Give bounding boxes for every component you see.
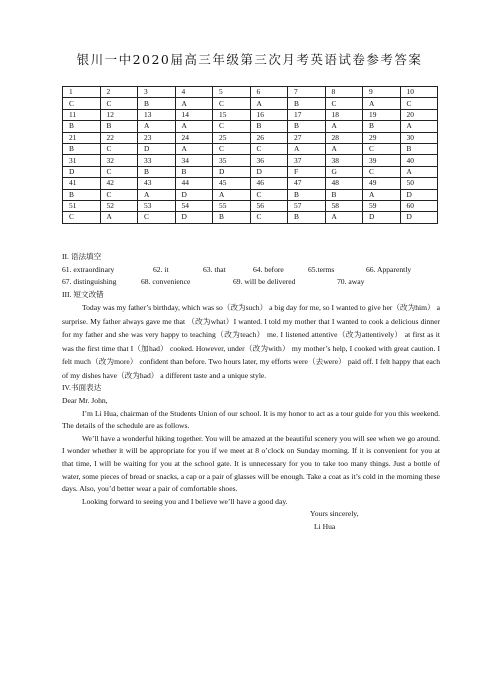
grammar-answer: 65.terms: [308, 264, 335, 274]
question-number-cell: 50: [400, 178, 438, 189]
answer-cell: A: [175, 121, 213, 132]
question-number-cell: 13: [138, 109, 176, 120]
question-number-cell: 30: [400, 132, 438, 143]
grammar-answer: 66. Apparently: [366, 264, 412, 274]
page-title: 银川一中2020届高三年级第三次月考英语试卷参考答案: [76, 52, 423, 67]
answer-cell: A: [363, 98, 401, 109]
question-number-cell: 41: [63, 178, 101, 189]
answer-cell: A: [400, 166, 438, 177]
question-number-cell: 4: [175, 87, 213, 98]
answer-cell: C: [63, 98, 101, 109]
answer-cell: A: [325, 212, 363, 223]
question-number-cell: 45: [213, 178, 251, 189]
question-number-row: [63, 132, 438, 143]
question-number-cell: 16: [250, 109, 288, 120]
question-number-row: [63, 155, 438, 166]
question-number-cell: 51: [63, 200, 101, 211]
question-number-cell: 57: [288, 200, 326, 211]
question-number-row: [63, 178, 438, 189]
answer-cell: B: [325, 189, 363, 200]
answer-cell: A: [175, 98, 213, 109]
question-number-row: [63, 87, 438, 98]
question-number-cell: 11: [63, 109, 101, 120]
section-heading-grammar: II. 语法填空: [62, 252, 102, 261]
grammar-section: [62, 251, 440, 534]
question-number-cell: 56: [250, 200, 288, 211]
answer-cell: C: [400, 98, 438, 109]
question-number-cell: 2: [100, 87, 138, 98]
answer-cell: A: [100, 212, 138, 223]
question-number-cell: 25: [213, 132, 251, 143]
answer-cell: C: [213, 143, 251, 154]
question-number-row: [63, 200, 438, 211]
question-number-cell: 46: [250, 178, 288, 189]
question-number-cell: 34: [175, 155, 213, 166]
answer-cell: C: [138, 212, 176, 223]
answer-cell: B: [100, 121, 138, 132]
letter-closing: Yours sincerely,: [310, 509, 359, 519]
question-number-cell: 5: [213, 87, 251, 98]
answer-cell: B: [288, 189, 326, 200]
grammar-answer: 67. distinguishing: [62, 277, 117, 287]
answer-cell: A: [138, 189, 176, 200]
question-number-cell: 15: [213, 109, 251, 120]
question-number-cell: 36: [250, 155, 288, 166]
letter-signature: Li Hua: [314, 521, 336, 531]
answer-cell: C: [213, 98, 251, 109]
grammar-answer: 70. away: [337, 277, 365, 287]
grammar-answer: 64. before: [253, 264, 284, 274]
grammar-answer: 69. will be delivered: [233, 277, 296, 287]
answer-cell: C: [63, 212, 101, 223]
answer-cell: B: [63, 189, 101, 200]
answer-cell: B: [213, 212, 251, 223]
question-number-cell: 43: [138, 178, 176, 189]
answer-cell: B: [288, 98, 326, 109]
question-number-cell: 14: [175, 109, 213, 120]
question-number-cell: 52: [100, 200, 138, 211]
answer-cell: A: [175, 143, 213, 154]
answer-cell: B: [288, 212, 326, 223]
answer-cell: A: [213, 189, 251, 200]
answer-cell: D: [363, 212, 401, 223]
question-number-cell: 20: [400, 109, 438, 120]
grammar-answers-row-2: [62, 276, 440, 289]
question-number-cell: 38: [325, 155, 363, 166]
question-number-cell: 55: [213, 200, 251, 211]
question-number-cell: 58: [325, 200, 363, 211]
question-number-cell: 12: [100, 109, 138, 120]
question-number-cell: 33: [138, 155, 176, 166]
grammar-answer: 61. extraordinary: [62, 264, 115, 274]
answer-row: [63, 121, 438, 132]
answer-cell: A: [138, 121, 176, 132]
answer-row: [63, 143, 438, 154]
question-number-cell: 17: [288, 109, 326, 120]
question-number-cell: 40: [400, 155, 438, 166]
question-number-cell: 32: [100, 155, 138, 166]
question-number-cell: 1: [63, 87, 101, 98]
answer-cell: B: [288, 121, 326, 132]
answer-cell: B: [63, 143, 101, 154]
answer-cell: C: [250, 212, 288, 223]
letter-paragraph-2: We’ll have a wonderful hiking together. You will be amazed at the beautiful scenery you will see when we go around. I wonder whether it will be appropriate for you if we meet at 8 o’clock on Sunday morning. If it is convenient for you at that time, I will be waiting for you at the school gate. It is unnecessary for you to take too many things. Just a bottle of water, some pieces of bread or snacks, a cap or a pair of glasses will be enough. Take a coat as it’s cold in the morning these days. Also, you’d better wear a pair of comfortable shoes.: [62, 433, 440, 494]
answer-cell: C: [250, 143, 288, 154]
question-number-cell: 39: [363, 155, 401, 166]
answer-cell: D: [400, 212, 438, 223]
question-number-cell: 26: [250, 132, 288, 143]
answer-cell: D: [250, 166, 288, 177]
answer-cell: F: [288, 166, 326, 177]
answer-row: [63, 166, 438, 177]
question-number-cell: 60: [400, 200, 438, 211]
answer-cell: G: [325, 166, 363, 177]
answer-cell: A: [325, 143, 363, 154]
answer-cell: D: [138, 143, 176, 154]
answer-cell: B: [250, 121, 288, 132]
answer-cell: D: [400, 189, 438, 200]
section-heading-correction: III. 短文改错: [62, 289, 104, 299]
answer-cell: A: [400, 121, 438, 132]
question-number-cell: 10: [400, 87, 438, 98]
question-number-cell: 27: [288, 132, 326, 143]
grammar-answer: 68. convenience: [141, 277, 191, 287]
question-number-cell: 35: [213, 155, 251, 166]
answer-cell: A: [250, 98, 288, 109]
answer-cell: A: [288, 143, 326, 154]
answer-cell: D: [213, 166, 251, 177]
question-number-cell: 28: [325, 132, 363, 143]
grammar-answer: 63. that: [203, 264, 226, 274]
answer-cell: B: [175, 166, 213, 177]
question-number-cell: 29: [363, 132, 401, 143]
answer-table: [62, 86, 438, 224]
answer-cell: C: [100, 98, 138, 109]
question-number-cell: 37: [288, 155, 326, 166]
question-number-cell: 23: [138, 132, 176, 143]
answer-cell: B: [400, 143, 438, 154]
question-number-cell: 22: [100, 132, 138, 143]
question-number-cell: 3: [138, 87, 176, 98]
answer-row: [63, 189, 438, 200]
question-number-cell: 7: [288, 87, 326, 98]
question-number-cell: 49: [363, 178, 401, 189]
question-number-cell: 8: [325, 87, 363, 98]
letter-greeting: Dear Mr. John,: [62, 395, 108, 405]
question-number-cell: 24: [175, 132, 213, 143]
answer-cell: D: [175, 189, 213, 200]
question-number-cell: 6: [250, 87, 288, 98]
answer-cell: C: [363, 143, 401, 154]
question-number-cell: 59: [363, 200, 401, 211]
question-number-cell: 53: [138, 200, 176, 211]
answer-cell: C: [100, 143, 138, 154]
question-number-cell: 47: [288, 178, 326, 189]
answer-cell: B: [363, 121, 401, 132]
answer-cell: C: [250, 189, 288, 200]
grammar-answer: 62. it: [153, 264, 169, 274]
question-number-cell: 21: [63, 132, 101, 143]
answer-cell: B: [138, 166, 176, 177]
question-number-cell: 9: [363, 87, 401, 98]
grammar-answers-row-1: [62, 264, 440, 277]
answer-cell: C: [213, 121, 251, 132]
question-number-cell: 18: [325, 109, 363, 120]
answer-cell: C: [325, 98, 363, 109]
answer-cell: B: [63, 121, 101, 132]
question-number-cell: 48: [325, 178, 363, 189]
answer-cell: C: [363, 166, 401, 177]
question-number-cell: 44: [175, 178, 213, 189]
letter-paragraph-1: I’m Li Hua, chairman of the Students Union of our school. It is my honor to act as a tour guide for you this weekend. The details of the schedule are as follows.: [62, 408, 440, 431]
question-number-cell: 19: [363, 109, 401, 120]
answer-cell: A: [363, 189, 401, 200]
answer-cell: A: [325, 121, 363, 132]
correction-paragraph: Today was my father’s birthday, which was so（改为such） a big day for me, so I wanted to give her（改为him） a surprise. My father always gave me that （改为what）I wanted. I told my mother that I wanted to cook a delicious dinner for my father and she was very happy to teaching（改为teach） me. I listened attentive（改为attentively） at first as it was the first time that I（加had） cooked. However, under（改为with） my mother’s help, I cooked with great caution. I felt much（改为more） confident than before. Two hours later, my efforts were（去were） paid off. I felt happy that each of my dishes have（改为had） a different taste and a unique style.: [62, 303, 440, 380]
section-heading-writing: IV.书面表达: [62, 383, 102, 393]
answer-row: [63, 212, 438, 223]
answer-cell: D: [63, 166, 101, 177]
question-number-cell: 54: [175, 200, 213, 211]
answer-cell: D: [175, 212, 213, 223]
question-number-row: [63, 109, 438, 120]
letter-paragraph-3: Looking forward to seeing you and I believe we’ll have a good day.: [82, 496, 288, 506]
question-number-cell: 31: [63, 155, 101, 166]
answer-cell: C: [100, 166, 138, 177]
answer-row: [63, 98, 438, 109]
question-number-cell: 42: [100, 178, 138, 189]
answer-cell: B: [138, 98, 176, 109]
answer-cell: C: [100, 189, 138, 200]
